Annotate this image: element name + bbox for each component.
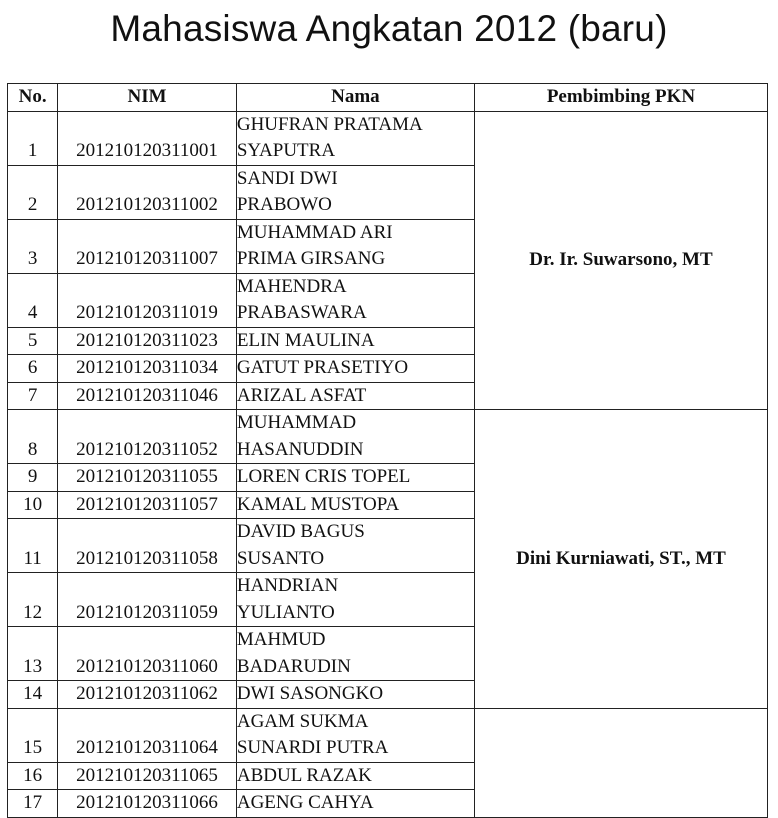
nama-line: MAHMUD [236,629,326,650]
cell-nim: 201210120311023 [58,327,237,355]
table-header-row [8,84,768,112]
cell-nama [236,790,474,818]
cell-no: 2 [8,165,58,219]
header-nim: NIM [58,84,237,112]
cell-nama [236,410,474,464]
cell-nim: 201210120311059 [58,573,237,627]
cell-nim: 201210120311062 [58,681,237,709]
nama-line: HASANUDDIN [236,438,364,460]
cell-nama [236,219,474,273]
nama-line: PRABOWO [236,194,332,215]
table-body [8,111,768,817]
nama-line: SANDI DWI [236,167,338,189]
cell-nim: 201210120311002 [58,165,237,219]
nama-line: ELIN MAULINA [236,329,375,351]
cell-no: 16 [8,762,58,790]
header-nama: Nama [236,84,474,112]
nama-line: MAHENDRA [236,275,347,297]
cell-no: 8 [8,410,58,464]
nama-line: PRIMA GIRSANG [236,248,386,269]
cell-no: 6 [8,355,58,383]
cell-nim: 201210120311001 [58,111,237,165]
cell-nama [236,327,474,355]
nama-line: ABDUL RAZAK [236,764,372,786]
cell-nama [236,627,474,681]
cell-nama [236,165,474,219]
cell-nama [236,464,474,492]
cell-no: 7 [8,382,58,410]
cell-no: 9 [8,464,58,492]
cell-nim: 201210120311066 [58,790,237,818]
nama-line: HANDRIAN [236,575,339,596]
nama-line: AGAM SUKMA [236,710,369,732]
nama-line: MUHAMMAD ARI [236,221,393,243]
cell-nama [236,355,474,383]
cell-nama [236,111,474,165]
nama-line: AGENG CAHYA [236,792,374,813]
cell-no: 13 [8,627,58,681]
cell-nama [236,491,474,519]
cell-no: 15 [8,708,58,762]
nama-line: SYAPUTRA [236,140,336,161]
cell-no: 11 [8,519,58,573]
cell-nama [236,708,474,762]
cell-nim: 201210120311057 [58,491,237,519]
cell-no: 4 [8,273,58,327]
cell-pembimbing: Dini Kurniawati, ST., MT [474,410,767,709]
nama-line: YULIANTO [236,601,335,623]
cell-no: 5 [8,327,58,355]
cell-pembimbing [474,708,767,817]
table-row [8,708,768,762]
cell-no: 12 [8,573,58,627]
cell-nim: 201210120311019 [58,273,237,327]
nama-line: GHUFRAN PRATAMA [236,113,423,135]
page-title: Mahasiswa Angkatan 2012 (baru) [110,8,668,49]
nama-line: SUSANTO [236,547,325,569]
cell-nim: 201210120311007 [58,219,237,273]
nama-line: BADARUDIN [236,655,351,677]
cell-nim: 201210120311046 [58,382,237,410]
cell-nama [236,681,474,709]
cell-no: 3 [8,219,58,273]
cell-pembimbing: Dr. Ir. Suwarsono, MT [474,111,767,410]
nama-line: GATUT PRASETIYO [236,357,409,378]
nama-line: LOREN CRIS TOPEL [236,466,411,487]
cell-nim: 201210120311065 [58,762,237,790]
nama-line: DWI SASONGKO [236,683,384,704]
cell-nim: 201210120311052 [58,410,237,464]
cell-nim: 201210120311055 [58,464,237,492]
cell-no: 17 [8,790,58,818]
nama-line: DAVID BAGUS [236,521,365,542]
cell-nama [236,273,474,327]
header-pembimbing: Pembimbing PKN [474,84,767,112]
cell-no: 14 [8,681,58,709]
cell-nim: 201210120311058 [58,519,237,573]
cell-nama [236,573,474,627]
students-table [7,83,768,818]
cell-nama [236,762,474,790]
cell-nama [236,382,474,410]
cell-no: 1 [8,111,58,165]
cell-no: 10 [8,491,58,519]
table-row [8,410,768,464]
cell-nama [236,519,474,573]
header-no: No. [8,84,58,112]
nama-line: KAMAL MUSTOPA [236,493,400,515]
cell-nim: 201210120311064 [58,708,237,762]
cell-nim: 201210120311034 [58,355,237,383]
nama-line: ARIZAL ASFAT [236,384,367,406]
table-row [8,111,768,165]
nama-line: PRABASWARA [236,302,367,323]
nama-line: MUHAMMAD [236,412,357,433]
nama-line: SUNARDI PUTRA [236,737,389,758]
cell-nim: 201210120311060 [58,627,237,681]
